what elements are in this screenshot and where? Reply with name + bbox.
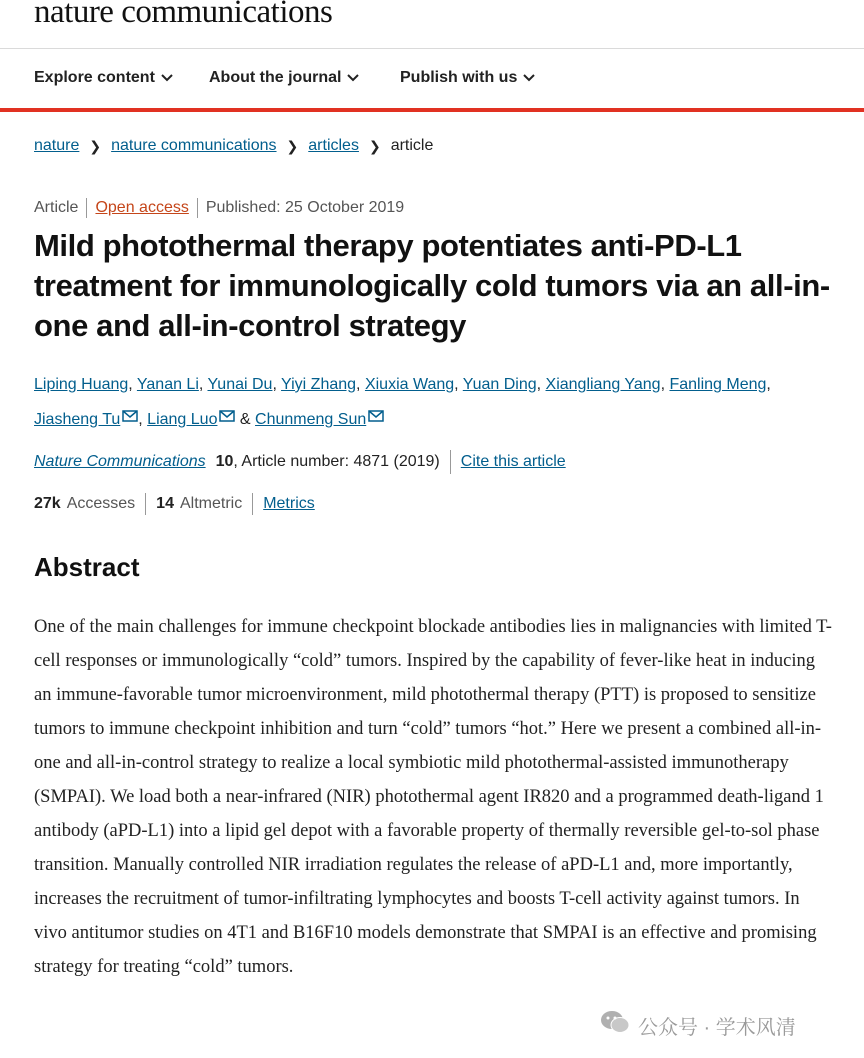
breadcrumb-articles[interactable]: articles: [308, 137, 359, 154]
chevron-down-icon: [347, 74, 359, 82]
author-link[interactable]: Yiyi Zhang: [281, 376, 357, 393]
author-link[interactable]: Liang Luo: [147, 411, 218, 428]
email-icon[interactable]: [219, 401, 235, 434]
article-metrics: [34, 493, 315, 515]
watermark: [600, 1010, 796, 1040]
main-nav: [0, 48, 864, 112]
author-ampersand: &: [239, 411, 251, 428]
breadcrumb: [34, 137, 433, 155]
divider: [145, 493, 146, 515]
nav-label: Publish with us: [400, 69, 518, 86]
journal-link[interactable]: Nature Communications: [34, 453, 206, 470]
breadcrumb-nature[interactable]: nature: [34, 137, 80, 154]
accesses-value: 27k: [34, 495, 61, 512]
divider: [197, 198, 198, 218]
author-link[interactable]: Yunai Du: [207, 376, 273, 393]
abstract-heading: Abstract: [34, 552, 140, 582]
altmetric-label: Altmetric: [179, 495, 243, 512]
author-link[interactable]: Jiasheng Tu: [34, 411, 121, 428]
author-link[interactable]: Liping Huang: [34, 376, 129, 393]
chevron-right-icon: ❯: [89, 137, 102, 154]
author-list: Liping Huang, Yanan Li, Yunai Du, Yiyi Zhang, Xiuxia Wang, Yuan Ding, Xiangliang Yang, Fanling Meng, Jiasheng Tu , Liang Luo & Chunmeng Sun: [34, 368, 824, 436]
masthead: [0, 0, 864, 49]
chevron-down-icon: [523, 74, 535, 82]
email-icon[interactable]: [122, 401, 138, 434]
email-icon[interactable]: [368, 401, 384, 434]
breadcrumb-nature-communications[interactable]: nature communications: [111, 137, 277, 154]
author-link[interactable]: Chunmeng Sun: [255, 411, 367, 428]
nav-explore-content[interactable]: [34, 69, 173, 87]
chevron-down-icon: [161, 74, 173, 82]
wechat-icon: [600, 1010, 630, 1040]
accesses-label: Accesses: [66, 495, 136, 512]
volume: 10: [215, 453, 234, 470]
published-date: Published: 25 October 2019: [205, 199, 405, 216]
open-access-link[interactable]: Open access: [95, 199, 189, 216]
article-meta: [34, 198, 404, 218]
article-type: Article: [34, 199, 79, 216]
article-number: , Article number: 4871 (2019): [233, 453, 440, 470]
author-link[interactable]: Fanling Meng: [669, 376, 767, 393]
divider: [86, 198, 87, 218]
cite-article-link[interactable]: Cite this article: [460, 453, 566, 470]
chevron-right-icon: ❯: [368, 137, 381, 154]
abstract-text: One of the main challenges for immune checkpoint blockade antibodies lies in malignancies with limited T-cell responses or immunologically “cold” tumors. Inspired by the capability of fever-like heat in inducing an immune-favorable tumor microenvironment, mild photothermal therapy (PTT) is proposed to sensitize tumors to immune checkpoint inhibition and turn “cold” tumors “hot.” Here we present a combined all-in-one and all-in-control strategy to realize a local symbiotic mild photothermal-assisted immunotherapy (SMPAI). We load both a near-infrared (NIR) photothermal agent IR820 and a programmed death-ligand 1 antibody (aPD-L1) into a lipid gel depot with a favorable property of thermally reversible gel-to-sol phase transition. Manually controlled NIR irradiation regulates the release of aPD-L1 and, more importantly, increases the recruitment of tumor-infiltrating lymphocytes and boosts T-cell activity against tumors. In vivo antitumor studies on 4T1 and B16F10 models demonstrate that SMPAI is an effective and promising strategy for treating “cold” tumors.: [34, 617, 832, 977]
site-logo[interactable]: nature communications: [34, 0, 333, 30]
article-title: Mild photothermal therapy potentiates anti-PD-L1 treatment for immunologically cold tumors via an all-in-one and all-in-control strategy: [34, 228, 830, 343]
nav-label: About the journal: [209, 69, 342, 86]
nav-about-journal[interactable]: [209, 69, 359, 87]
divider: [252, 493, 253, 515]
author-link[interactable]: Xiuxia Wang: [364, 376, 455, 393]
nav-label: Explore content: [34, 69, 155, 86]
divider: [450, 450, 451, 474]
chevron-right-icon: ❯: [286, 137, 299, 154]
author-link[interactable]: Yuan Ding: [462, 376, 537, 393]
metrics-link[interactable]: Metrics: [263, 495, 315, 512]
author-link[interactable]: Yanan Li: [136, 376, 199, 393]
breadcrumb-current: article: [390, 137, 434, 154]
author-link[interactable]: Xiangliang Yang: [545, 376, 661, 393]
watermark-text: 公众号 · 学术风清: [638, 1016, 796, 1039]
citation-line: [34, 450, 566, 474]
altmetric-value: 14: [156, 495, 174, 512]
nav-publish[interactable]: [400, 69, 535, 87]
